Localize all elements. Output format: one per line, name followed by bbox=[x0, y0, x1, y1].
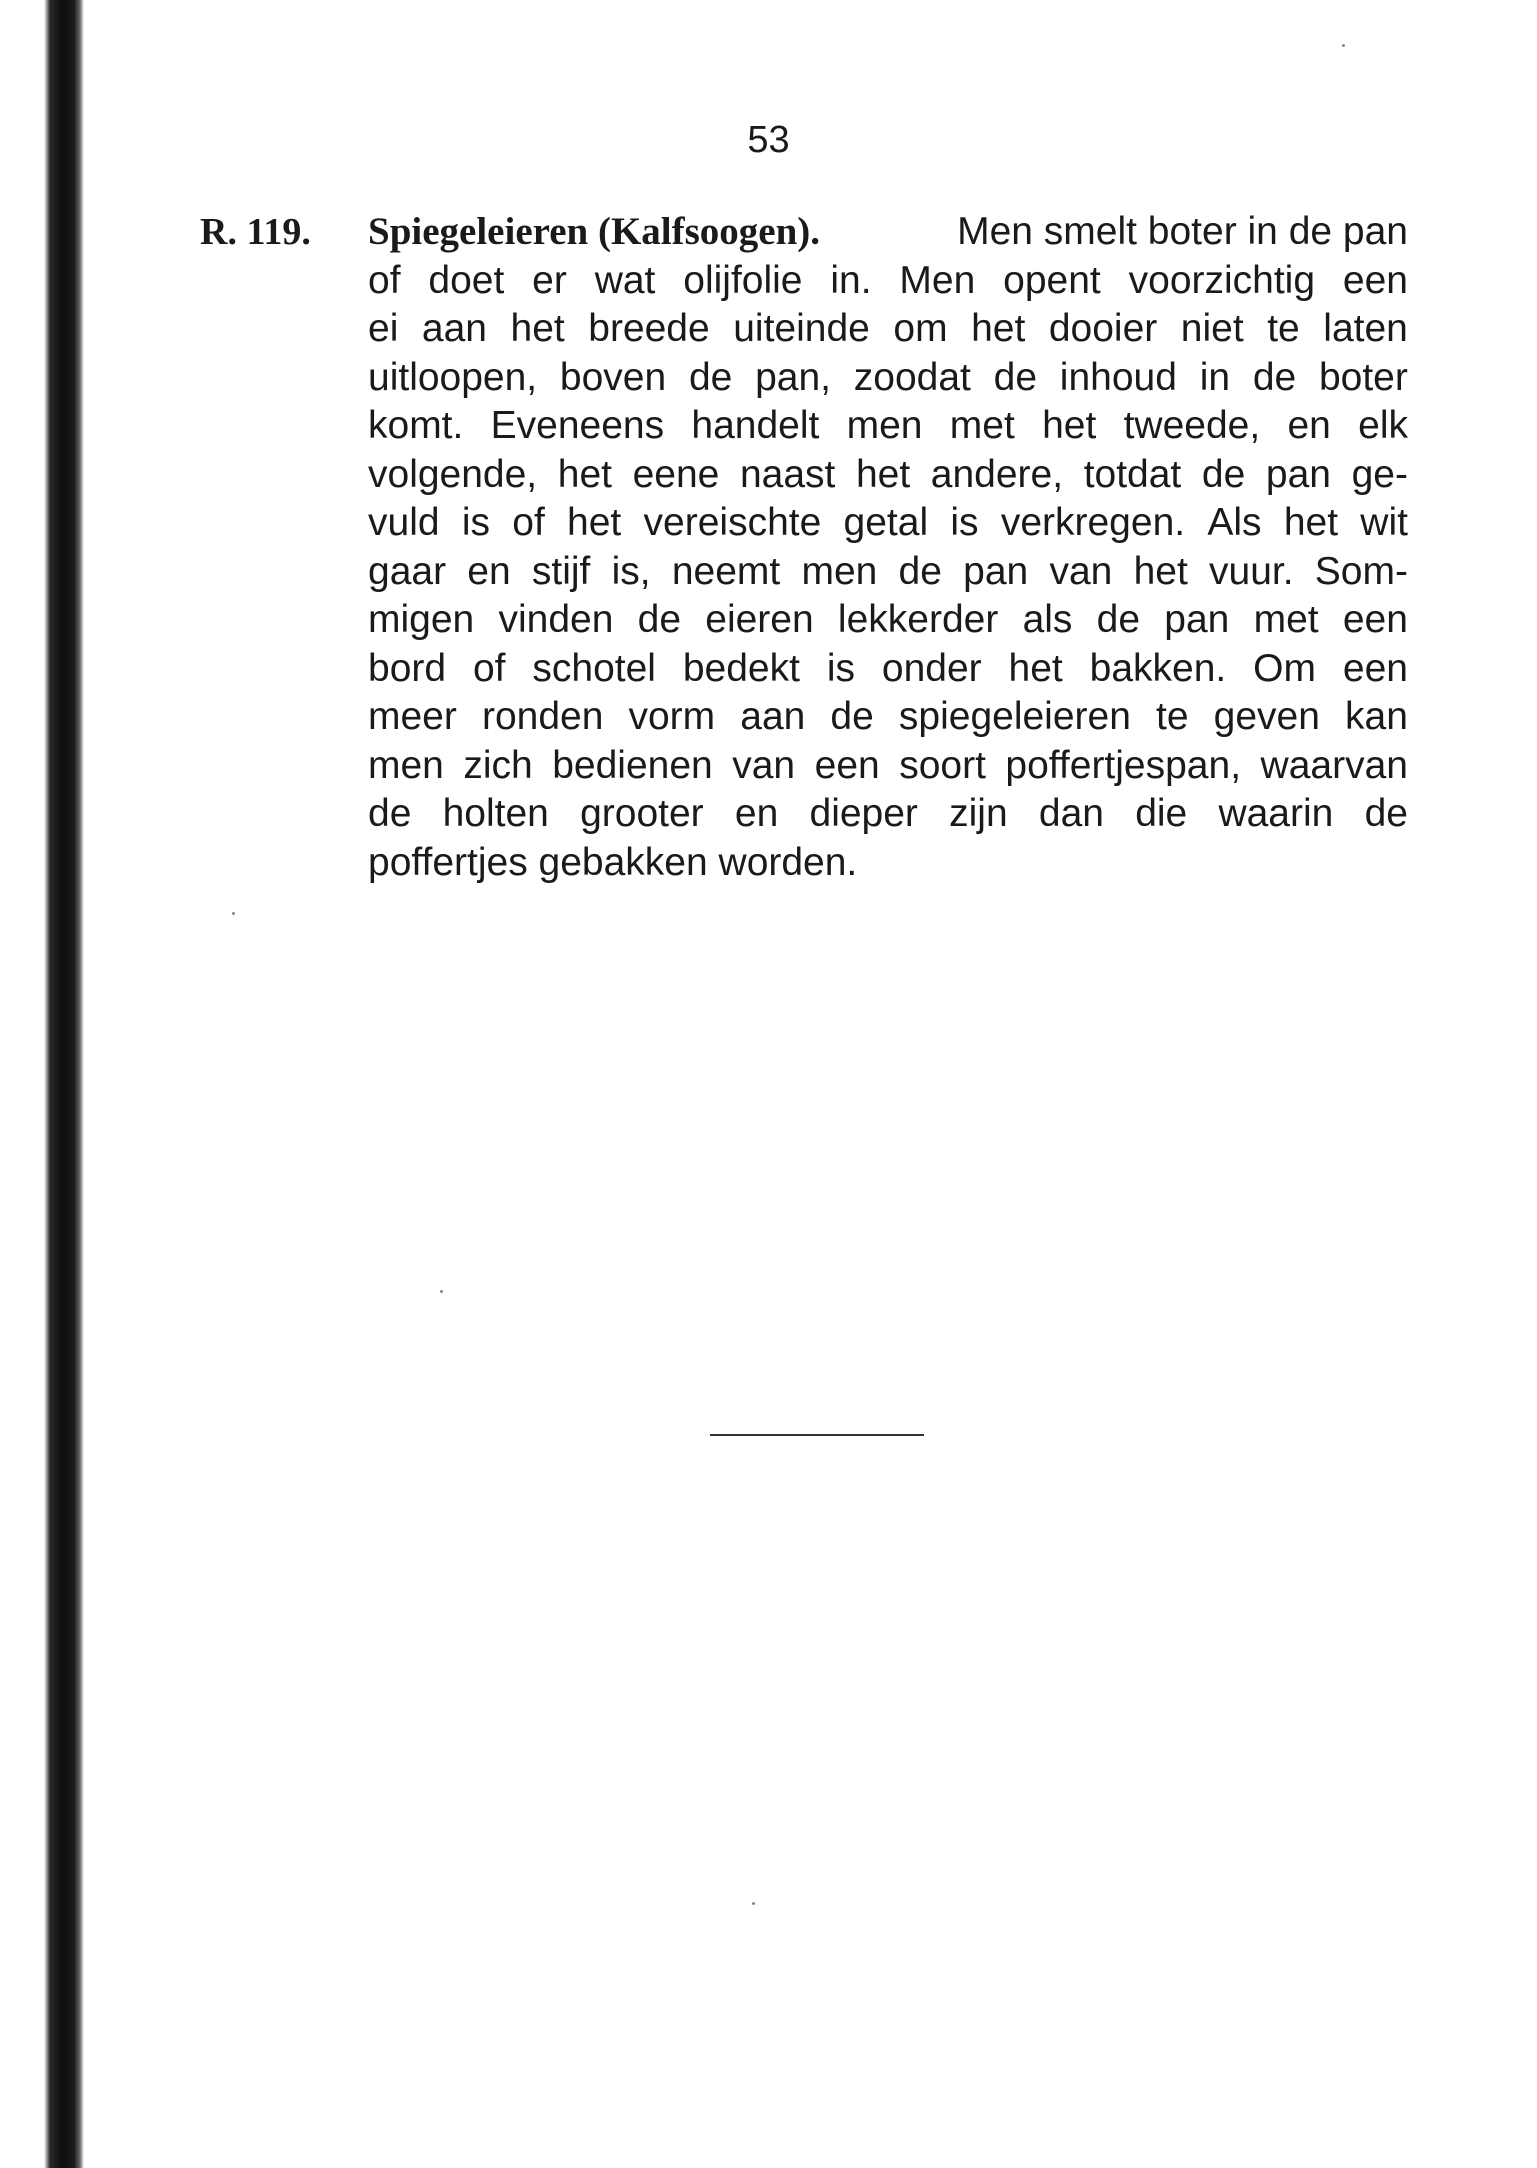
text-line bbox=[368, 354, 1408, 403]
word: het bbox=[1283, 501, 1339, 544]
word: de bbox=[830, 695, 874, 738]
word: het bbox=[855, 452, 911, 496]
word: de bbox=[637, 598, 682, 641]
word: het bbox=[1042, 404, 1097, 447]
word: boven bbox=[559, 355, 667, 399]
word: of bbox=[472, 646, 506, 690]
word: het bbox=[1008, 646, 1063, 690]
word: uiteinde bbox=[733, 307, 870, 350]
page-binding-edge bbox=[0, 0, 84, 2168]
word: zich bbox=[463, 743, 533, 787]
word: te bbox=[1267, 307, 1300, 350]
word: een bbox=[1342, 258, 1408, 302]
text-line bbox=[368, 499, 1408, 548]
word: de bbox=[688, 355, 733, 399]
text-line bbox=[368, 451, 1408, 500]
word: doet bbox=[428, 258, 505, 302]
word: vorm bbox=[628, 695, 716, 738]
word: laten bbox=[1323, 307, 1408, 350]
text-line bbox=[368, 742, 1408, 791]
word: poffertjespan, bbox=[1005, 743, 1242, 787]
word: verkregen. bbox=[1000, 501, 1186, 544]
word: een bbox=[814, 743, 880, 787]
word: waarvan bbox=[1260, 743, 1408, 787]
recipe-title: Spiegeleieren (Kalfsoogen). bbox=[368, 210, 821, 253]
word: stijf bbox=[531, 549, 591, 593]
word: vinden bbox=[498, 598, 614, 641]
word: ronden bbox=[481, 695, 604, 738]
word: het bbox=[510, 307, 565, 350]
word: pan bbox=[1164, 598, 1230, 641]
word: en bbox=[1287, 404, 1331, 447]
word: schotel bbox=[532, 646, 656, 690]
paper-speck bbox=[440, 1290, 443, 1293]
word: een bbox=[1342, 598, 1408, 641]
word: soort bbox=[899, 743, 986, 787]
recipe-text bbox=[368, 208, 1408, 887]
word: meer bbox=[368, 695, 457, 738]
word: aan bbox=[421, 307, 487, 350]
word: pan, bbox=[755, 355, 831, 399]
word: in. bbox=[830, 258, 872, 302]
word: is bbox=[461, 501, 490, 544]
word: inhoud bbox=[1059, 355, 1177, 399]
word: de bbox=[898, 549, 942, 593]
word: pan bbox=[1265, 452, 1331, 496]
text-line bbox=[368, 645, 1408, 694]
word: ei bbox=[368, 307, 399, 350]
word: men bbox=[801, 549, 878, 593]
word: de bbox=[1201, 452, 1246, 496]
word: Men bbox=[899, 258, 976, 302]
word: wit bbox=[1360, 501, 1408, 544]
word: bedienen bbox=[552, 743, 713, 787]
word: geven bbox=[1213, 695, 1320, 738]
word: of bbox=[512, 501, 545, 544]
word: als bbox=[1022, 598, 1073, 641]
text-line bbox=[368, 402, 1408, 451]
word: een bbox=[1342, 646, 1408, 690]
word: is bbox=[950, 501, 979, 544]
word: ge- bbox=[1351, 452, 1408, 496]
word: aan bbox=[740, 695, 806, 738]
word: men bbox=[846, 404, 923, 447]
word: tweede, bbox=[1123, 404, 1261, 447]
word: onder bbox=[881, 646, 982, 690]
word: getal bbox=[843, 501, 929, 544]
word: waarin bbox=[1218, 792, 1334, 835]
word: het bbox=[567, 501, 622, 544]
word: Eveneens bbox=[490, 404, 665, 447]
text-line bbox=[368, 305, 1408, 354]
word: met bbox=[949, 404, 1015, 447]
word: voorzichtig bbox=[1128, 258, 1316, 302]
word: de bbox=[368, 792, 412, 835]
word: opent bbox=[1003, 258, 1101, 302]
word: eene bbox=[632, 452, 720, 496]
word: dooier bbox=[1048, 307, 1158, 350]
text-line-content: poffertjes gebakken worden. bbox=[368, 840, 858, 884]
word: het bbox=[557, 452, 612, 496]
word: vuur. bbox=[1209, 549, 1294, 593]
word: en bbox=[467, 549, 511, 593]
word: naast bbox=[739, 452, 836, 496]
word: vuld bbox=[368, 501, 440, 544]
word: elk bbox=[1358, 404, 1408, 447]
word: en bbox=[734, 792, 779, 835]
word: bord bbox=[368, 646, 447, 690]
word: zijn bbox=[949, 792, 1008, 835]
word: te bbox=[1156, 695, 1189, 738]
word: grooter bbox=[580, 792, 704, 835]
text-line bbox=[368, 257, 1408, 306]
word: spiegeleieren bbox=[898, 695, 1131, 738]
word: van bbox=[1049, 549, 1113, 593]
text-line-rest: Men smelt boter in de pan bbox=[957, 210, 1408, 253]
word: migen bbox=[368, 598, 475, 641]
word: olijfolie bbox=[683, 258, 803, 302]
word: dan bbox=[1038, 792, 1104, 835]
paper-speck bbox=[752, 1902, 755, 1905]
word: boter bbox=[1318, 355, 1408, 399]
word: met bbox=[1253, 598, 1319, 641]
text-line bbox=[368, 790, 1408, 839]
word: is, bbox=[611, 549, 651, 593]
word: de bbox=[1364, 792, 1408, 835]
word: Som- bbox=[1314, 549, 1408, 593]
word: holten bbox=[442, 792, 549, 835]
word: of bbox=[368, 258, 401, 302]
word: Om bbox=[1253, 646, 1316, 690]
word: bakken. bbox=[1089, 646, 1227, 690]
word: de bbox=[1096, 598, 1141, 641]
word: de bbox=[993, 355, 1038, 399]
word: totdat bbox=[1083, 452, 1182, 496]
word: volgende, bbox=[368, 452, 538, 496]
word: kan bbox=[1345, 695, 1408, 738]
paper-speck bbox=[232, 912, 235, 915]
word: breede bbox=[588, 307, 710, 350]
word: eieren bbox=[705, 598, 814, 641]
text-line bbox=[368, 208, 1408, 257]
word: uitloopen, bbox=[368, 355, 538, 399]
word: wat bbox=[594, 258, 656, 302]
text-line bbox=[368, 693, 1408, 742]
word: er bbox=[532, 258, 567, 302]
word: handelt bbox=[691, 404, 820, 447]
word: van bbox=[732, 743, 796, 787]
word: Als bbox=[1207, 501, 1262, 544]
word: gaar bbox=[368, 549, 447, 593]
text-line bbox=[368, 548, 1408, 597]
word: de bbox=[1252, 355, 1297, 399]
word: pan bbox=[963, 549, 1029, 593]
word: lekkerder bbox=[837, 598, 999, 641]
word: neemt bbox=[671, 549, 781, 593]
text-line-last bbox=[368, 839, 1408, 888]
word: andere, bbox=[930, 452, 1064, 496]
word: vereischte bbox=[643, 501, 822, 544]
word: men bbox=[368, 743, 444, 787]
word: bedekt bbox=[682, 646, 800, 690]
text-line bbox=[368, 596, 1408, 645]
word: is bbox=[826, 646, 856, 690]
page-number: 53 bbox=[747, 119, 790, 161]
word: die bbox=[1135, 792, 1188, 835]
section-divider bbox=[710, 1434, 924, 1436]
paper-speck bbox=[1342, 44, 1345, 47]
word: zoodat bbox=[853, 355, 971, 399]
word: om bbox=[893, 307, 948, 350]
word: niet bbox=[1180, 307, 1244, 350]
word: het bbox=[971, 307, 1026, 350]
word: het bbox=[1133, 549, 1188, 593]
recipe-number: R. 119. bbox=[200, 211, 311, 253]
word: dieper bbox=[809, 792, 918, 835]
word: komt. bbox=[368, 404, 464, 447]
word: in bbox=[1199, 355, 1231, 399]
